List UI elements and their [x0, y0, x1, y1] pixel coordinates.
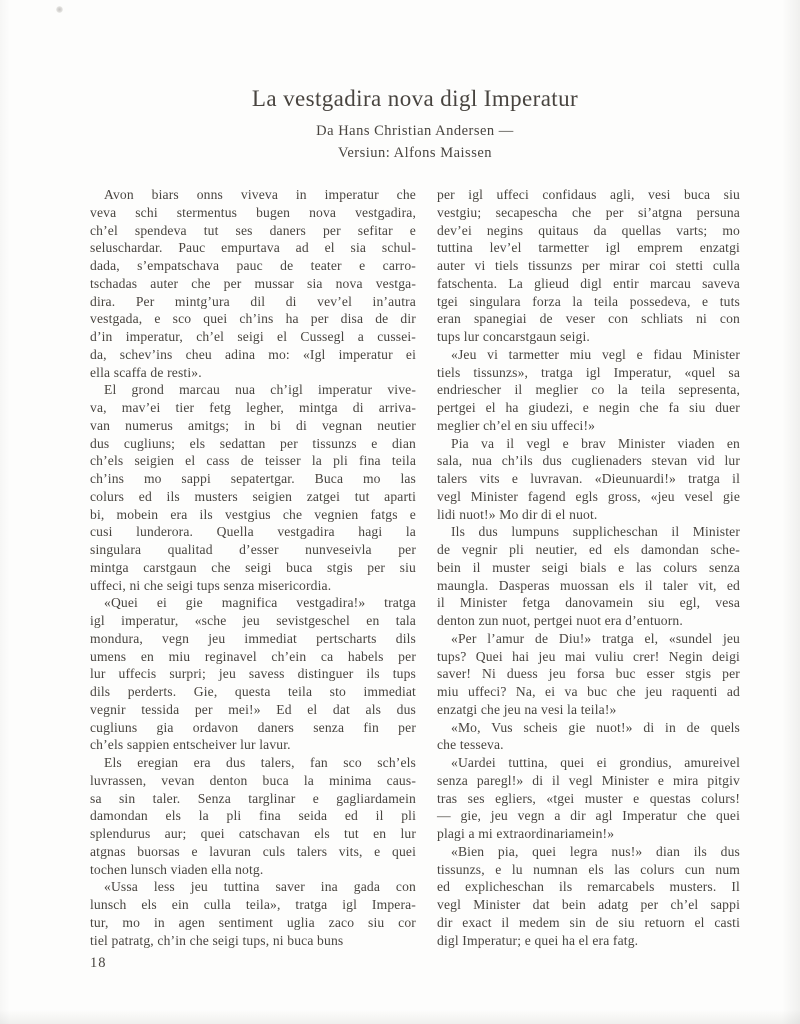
paragraph	[437, 523, 740, 630]
text-line: ed explicheschan ils remarcabels musters. Il	[437, 879, 740, 895]
text-line: endriescher il meglier co la teila sepresenta,	[437, 382, 740, 398]
paragraph	[90, 878, 416, 949]
text-line: dira. Per mintg’ura dil di vev’el in’autra	[90, 293, 416, 309]
text-line: «Uardei tuttina, quei ei grondius, amureivel	[451, 755, 740, 770]
text-line: seluschardar. Pauc empurtava ad el sia schul-	[90, 240, 416, 256]
text-line: tissunzs, e lu numnan els las colurs cun num	[437, 861, 740, 877]
text-line: tiel patratg, ch’in che seigi tups, ni buca buns	[90, 932, 344, 948]
text-line: tups? Quei hai jeu mai vuliu crer! Negin deigi	[437, 648, 740, 664]
text-line: tups lur concarstgaun seigi.	[437, 329, 590, 344]
text-line: Els eregian era dus talers, fan sco sch’els	[104, 755, 416, 770]
page-title: La vestgadira nova digl Imperatur	[251, 86, 579, 111]
text-line: van numerus amitgs; in bi di vegnan neutier	[90, 417, 416, 433]
text-line: El grond marcau nua ch’igl imperatur vive-	[104, 382, 416, 398]
paragraph	[90, 594, 416, 754]
paragraph	[437, 186, 740, 346]
paragraph	[437, 719, 740, 755]
text-line: vegnir tessida per mei!» Ed el dat als dus	[90, 701, 416, 717]
text-line: lunsch els ein culla teila», tratga igl Impera-	[90, 897, 416, 912]
text-line: Pia va il vegl e brav Minister viaden en	[451, 435, 740, 451]
text-line: denton zun nuot, pertgei nuot era d’entuorn.	[437, 613, 683, 628]
paragraph	[437, 346, 740, 435]
text-line: meglier ch’el en siu uffeci!»	[437, 417, 596, 433]
text-line: cugliuns gia ordavon daners senza fin per	[90, 719, 416, 735]
text-line: — gie, jeu vegn a dir agl Imperatur che quei	[437, 808, 740, 824]
text-line: plagi a mi extraordinariamein!»	[437, 826, 615, 841]
text-line: bein il muster seigi bials e las colurs senza	[437, 559, 740, 575]
text-line: d’in imperatur, ch’el seigi el Cussegl a cussei-	[90, 329, 416, 344]
text-line: ch’els seigien el cass de teisser la pli fina teila	[90, 453, 416, 469]
text-line: eran spanegiai de veser con schliats ni con	[437, 311, 740, 327]
text-line: dev’ei negins quitaus da quellas varts; mo	[437, 222, 740, 238]
paragraph	[90, 754, 416, 878]
text-line: dada, s’empatschava pauc de teater e carro-	[90, 258, 416, 273]
text-line: saver! Ni duess jeu forsa buc esser stgis per	[437, 666, 740, 682]
text-line: atgnas buorsas e lavuran culs talers vits, e quei	[90, 843, 416, 859]
text-line: de vegnir pli neutier, ed els damondan sche-	[437, 542, 740, 557]
text-line: veva schi stermentus bugen nova vestgadira,	[90, 204, 416, 220]
text-line: talers vits e luvravan. «Dieunuardi!» tratga il	[437, 471, 740, 486]
text-line: il Minister fetga danovamein siu egl, vesa	[437, 595, 740, 611]
author-byline: Da Hans Christian Andersen —	[316, 123, 514, 139]
text-line: ella scaffa de resti».	[90, 364, 202, 380]
text-line: «Per l’amur de Diu!» tratga el, «sundel jeu	[451, 630, 740, 646]
text-line: ch’el spendeva tut ses daners per sefitar e	[90, 222, 416, 238]
paragraph	[90, 381, 416, 594]
text-line: digl Imperatur; e quei ha el era fatg.	[437, 932, 639, 948]
text-line: «Quei ei gie magnifica vestgadira!» tratga	[104, 595, 416, 611]
text-line: senza paregl!» di il vegl Minister e mira pitgiv	[437, 772, 740, 788]
column-left	[90, 186, 416, 949]
text-line: tgei singulara forza la teila possedeva, e tuts	[437, 293, 740, 309]
paragraph	[437, 754, 740, 843]
text-line: vestgiu; secapescha che per si’atgna persuna	[437, 204, 740, 220]
text-line: per igl uffeci confidaus agli, vesi buca siu	[437, 187, 740, 202]
text-line: colurs ed ils musters seigien zatgei tut aparti	[90, 488, 416, 504]
text-line: bi, mobein era ils vestgius che vegnien fatgs e	[90, 506, 416, 522]
text-line: tras ses egliers, «tgei muster e questas colurs!	[437, 790, 740, 806]
text-line: vegl Minister dat bein adatg per ch’el sappi	[437, 897, 740, 912]
text-line: splendurus aur; quei catschavan els tut en lur	[90, 826, 416, 841]
text-line: «Mo, Vus scheis gie nuot!» di in de quels	[451, 719, 740, 735]
paragraph	[437, 435, 740, 524]
text-line: maungla. Dasperas muossan els il taler vit, ed	[437, 577, 740, 593]
paragraph	[437, 630, 740, 719]
translation-credit: Versiun: Alfons Maissen	[337, 145, 493, 161]
text-line: lur uffecis surpri; jeu savess distinguer ils tups	[90, 666, 416, 682]
text-line: cusi lunderora. Quella vestgadira hagi la	[90, 524, 416, 540]
text-line: sa sin taler. Senza targlinar e gagliardamein	[90, 790, 416, 806]
text-line: singulara qualitad d’esser nunveseivla per	[90, 542, 416, 557]
text-line: dus cugliuns; els sedattan per tissunzs e dian	[90, 435, 416, 451]
text-line: ch’ins mo sappi sepatertgar. Buca mo las	[90, 471, 416, 486]
text-line: «Ussa less jeu tuttina saver ina gada con	[104, 879, 416, 895]
text-line: «Bien pia, quei legra nus!» dian ils dus	[451, 843, 740, 859]
text-line: mintga carstgaun che seigi buca stgis per siu	[90, 559, 416, 575]
text-line: tschadas auter che per mussar sia nova vestga-	[90, 275, 416, 291]
scan-artifact-speck	[56, 6, 63, 13]
text-line: Ils dus lumpuns supplicheschan il Minister	[451, 524, 740, 540]
paragraph	[90, 186, 416, 381]
column-right	[437, 186, 740, 949]
text-line: tochen lunsch viaden ella notg.	[90, 861, 264, 877]
text-line: va, mav’ei tier fetg legher, mintga di arriva-	[90, 400, 416, 415]
text-line: damondan els la pli fina seida ed il pli	[90, 808, 416, 824]
text-line: vegl Minister fagend egls gross, «jeu vesel gie	[437, 488, 740, 504]
text-line: dir exact il medem sin de siu retuorn el casti	[437, 914, 740, 930]
text-line: umens en miu reginavel ch’ein ca habels per	[90, 648, 416, 664]
text-line: tur, mo in agen sentiment uglia zaco siu cor	[90, 914, 416, 930]
text-line: che tesseva.	[437, 737, 504, 753]
page-number: 18	[90, 955, 107, 971]
text-line: luvrassen, vevan denton buca la minima caus-	[90, 772, 416, 788]
text-line: dils perderts. Gie, questa teila sto immediat	[90, 684, 416, 699]
text-line: miu uffeci? Na, ei va buc che jeu raquenti ad	[437, 684, 740, 699]
text-line: vestgada, e sco quei ch’ins ha per disa de dir	[90, 311, 416, 327]
text-line: auter vi tiels tissunzs per mirar coi stetti culla	[437, 258, 740, 273]
text-line: «Jeu vi tarmetter miu vegl e fidau Minister	[451, 346, 740, 362]
text-line: igl imperatur, «sche jeu sevistgeschel en tala	[90, 613, 416, 628]
paragraph	[437, 843, 740, 950]
text-line: uffeci, ni che seigi tups senza misericordia.	[90, 577, 332, 593]
text-line: ch’els sappien entscheiver lur lavur.	[90, 737, 291, 753]
text-line: enzatgi che jeu na vesi la teila!»	[437, 701, 617, 717]
text-line: tuttina lev’el tarmetter igl emprem enzatgi	[437, 240, 740, 256]
text-line: lidi nuot!» Mo dir di el nuot.	[437, 506, 598, 522]
text-line: fatschenta. La glieud digl entir marcau saveva	[437, 275, 740, 291]
text-line: Avon biars onns viveva in imperatur che	[104, 187, 416, 202]
text-line: mondura, vegn jeu immediat pertscharts dils	[90, 630, 416, 646]
text-line: da, schev’ins cheu adina mo: «Igl imperatur ei	[90, 346, 416, 362]
text-line: sala, nua ch’ils dus cuglienaders stevan vid lur	[437, 453, 740, 469]
text-line: tiels tissunzs», tratga igl Imperatur, «quel sa	[437, 364, 740, 380]
text-line: pertgei el ha giudezi, e negin che fa siu duer	[437, 400, 740, 415]
